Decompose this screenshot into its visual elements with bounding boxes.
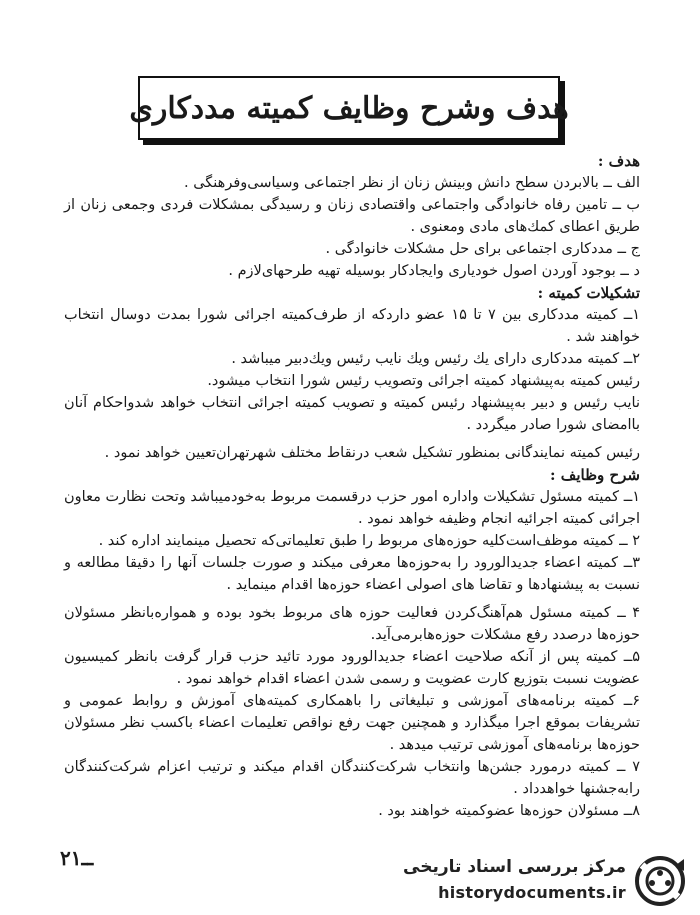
paragraph: الف ــ بالابردن سطح دانش وبينش زنان از نظر اجتماعى وسياسى‌وفرهنگى .	[183, 175, 640, 191]
paragraph: ۸ــ مسئولان حوزه‌ها عضوكميته خواهند بود .	[378, 803, 640, 819]
paragraph: ۲ــ كميته مددكارى داراى يك رئيس ويك نايب رئيس ويك‌دبير ميباشد .	[231, 351, 640, 367]
film-reel-logo-icon	[632, 855, 688, 907]
document-body	[64, 150, 640, 822]
section-duties	[64, 464, 640, 822]
section-heading: هدف :	[597, 152, 640, 170]
section-heading: شرح وظايف :	[550, 466, 640, 484]
paragraph: ۷ ــ كميته درمورد جشن‌ها وانتخاب شركت‌كنندگان اقدام ميكند و ترتيب اعزام شركت‌كنندگان رابه‌جشنها خواهدداد .	[64, 759, 640, 797]
watermark-url: historydocuments.ir	[438, 883, 626, 902]
paragraph: ۶ــ كميته برنامه‌هاى آموزشى و تبليغاتى را باهمكارى كميته‌هاى آموزش و روابط عمومى و تشريفات بموقع اجرا ميگذارد و همچنين جهت رفع نواقص تعليمات اعضاء باكسب نظر مسئولان حوزه‌ها برنامه‌هاى آموزشى ترتيب ميدهد .	[64, 693, 640, 753]
paragraph: ۱ــ كميته مسئول تشكيلات واداره امور حزب درقسمت مربوط به‌خودميباشد وتحت نظارت معاون اجرائى كميته اجرائيه انجام وظيفه خواهد نمود .	[64, 489, 640, 527]
paragraph: رئيس كميته به‌پيشنهاد كميته اجرائى وتصويب رئيس شورا انتخاب ميشود.	[207, 373, 640, 389]
title-box	[129, 76, 569, 140]
paragraph: ۴ ــ كميته مسئول هم‌آهنگ‌كردن فعاليت حوزه هاى مربوط بخود بوده و همواره‌با‌نظر مسئولان حوزه‌ها درصدد رفع مشكلات حوزه‌هابرمى‌آيد.	[64, 605, 640, 643]
paragraph: ب ــ تامين رفاه خانوادگى واجتماعى واقتصادى زنان و رسيدگى بمشكلات فردى وجمعى زنان از طريق اعطاى كمك‌هاى مادى ومعنوى .	[64, 197, 640, 235]
paragraph: رئيس كميته نمايندگانى بمنظور تشكيل شعب درنقاط مختلف شهرتهران‌تعيين خواهد نمود .	[104, 445, 640, 461]
watermark	[392, 853, 692, 909]
paragraph: ۵ــ كميته پس از آنكه صلاحيت اعضاء جديدالورود مورد تائيد حزب قرار گرفت بانظر كميسيون عضويت نسبت بتوزيع كارت عضويت و رسمى شدن اعضاء اقدام خواهد نمود .	[64, 649, 640, 687]
section-heading: تشكيلات كميته :	[537, 284, 640, 302]
section-organization	[64, 282, 640, 464]
paragraph: ج ــ مددكارى اجتماعى براى حل مشكلات خانوادگى .	[325, 241, 640, 257]
watermark-name: مركز بررسى اسناد تاريخى	[403, 857, 626, 877]
paragraph: د ــ بوجود آوردن اصول خوديارى وايجادكار بوسيله تهيه طرحهاى‌لازم .	[228, 263, 640, 279]
paragraph: ۲ ــ كميته موظف‌است‌كليه حوزه‌هاى مربوط را طبق تعليماتى‌كه تحصيل مينمايند اداره كند .	[98, 533, 640, 549]
section-goals	[64, 150, 640, 282]
paragraph: ۳ــ كميته اعضاء جديدالورود را به‌حوزه‌ها معرفى ميكند و صورت جلسات آنها را دقيقا مطالعه و نسبت به پيشنهادها و تقاضا هاى اصولى اعضاء حوزه‌ها اقدام مينمايد .	[64, 555, 640, 593]
page-number: ــ۲۱	[60, 846, 94, 870]
paragraph: نايب رئيس و دبير به‌پيشنهاد رئيس كميته و تصويب كميته اجرائى انتخاب خواهد شدواحكام آنان باامضاى شورا صادر ميگردد .	[64, 395, 640, 433]
paragraph: ۱ــ كميته مددكارى بين ۷ تا ۱۵ عضو داردكه از طرف‌كميته اجرائى شورا بمدت دوسال انتخاب خواهند شد .	[64, 307, 640, 345]
page-title: هدف وشرح وظايف كميته مددكارى	[129, 90, 569, 126]
